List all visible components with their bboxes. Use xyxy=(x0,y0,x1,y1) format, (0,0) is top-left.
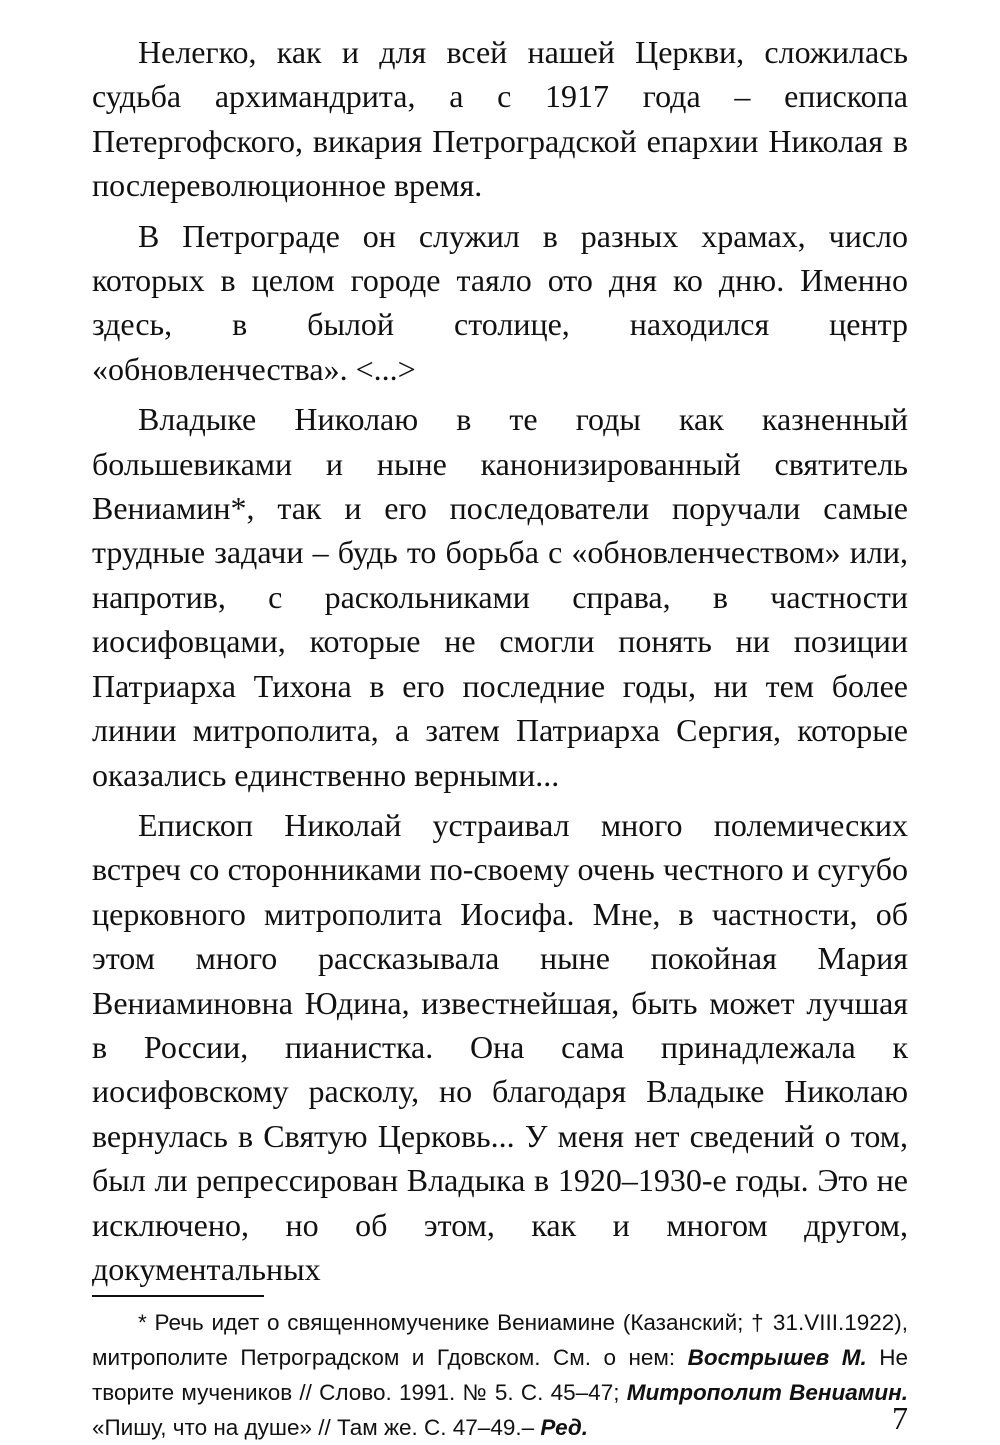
paragraph-1: Нелегко, как и для всей нашей Церкви, сложилась судьба архимандрита, а с 1917 года – епископа Петергофского, викария Петроградской епархии Николая в послереволюционное время. xyxy=(92,34,908,204)
paragraph-3: Владыке Николаю в те годы как казненный большевиками и ныне канонизированный святитель Вениамин*, так и его последователи поручали самые трудные задачи – будь то борьба с «обновленчеством» или, напротив, с раскольниками справа, в частности иосифовцами, которые не смогли понять ни позиции Патриарха Тихона в его последние годы, ни тем более линии митрополита, а затем Патриарха Сергия, которые оказались единственно верными... xyxy=(92,401,908,793)
page-number: 7 xyxy=(892,1400,908,1436)
main-text xyxy=(92,30,908,1291)
footnote-divider xyxy=(92,1295,264,1297)
footnote-text-3: «Пишу, что на душе» // Там же. С. 47–49.– xyxy=(92,1415,541,1441)
footnote-author-1: Вострышев М. xyxy=(687,1345,867,1371)
footnote-editor-mark: Ред. xyxy=(540,1415,589,1441)
footnote xyxy=(92,1305,908,1445)
paragraph-2: В Петрограде он служил в разных храмах, число которых в целом городе таяло ото дня ко дню. Именно здесь, в былой столице, находился центр «обновленчества». <...> xyxy=(92,217,908,387)
footnote-text-1: * Речь идет о священномученике Вениамине (Казанский; † 31.VIII.1922), митрополите Петроградском и Гдовском. См. о нем: xyxy=(92,1310,908,1371)
paragraph-4: Епископ Николай устраивал много полемических встреч со сторонниками по-своему очень честного и сугубо церковного митрополита Иосифа. Мне, в частности, об этом много рассказывала ныне покойная Мария Вениаминовна Юдина, известнейшая, быть может лучшая в России, пианистка. Она сама принадлежала к иосифовскому расколу, но благодаря Владыке Николаю вернулась в Святую Церковь... У меня нет сведений о том, был ли репрессирован Владыка в 1920–1930-е годы. Это не исключено, но об этом, как и многом другом, документальных xyxy=(92,806,908,1287)
footnote-text-2: Не творите мучеников // Слово. 1991. № 5. С. 45–47; xyxy=(92,1345,909,1406)
page-content xyxy=(92,30,908,1445)
footnote-author-2: Митрополит Вениамин. xyxy=(626,1380,908,1406)
